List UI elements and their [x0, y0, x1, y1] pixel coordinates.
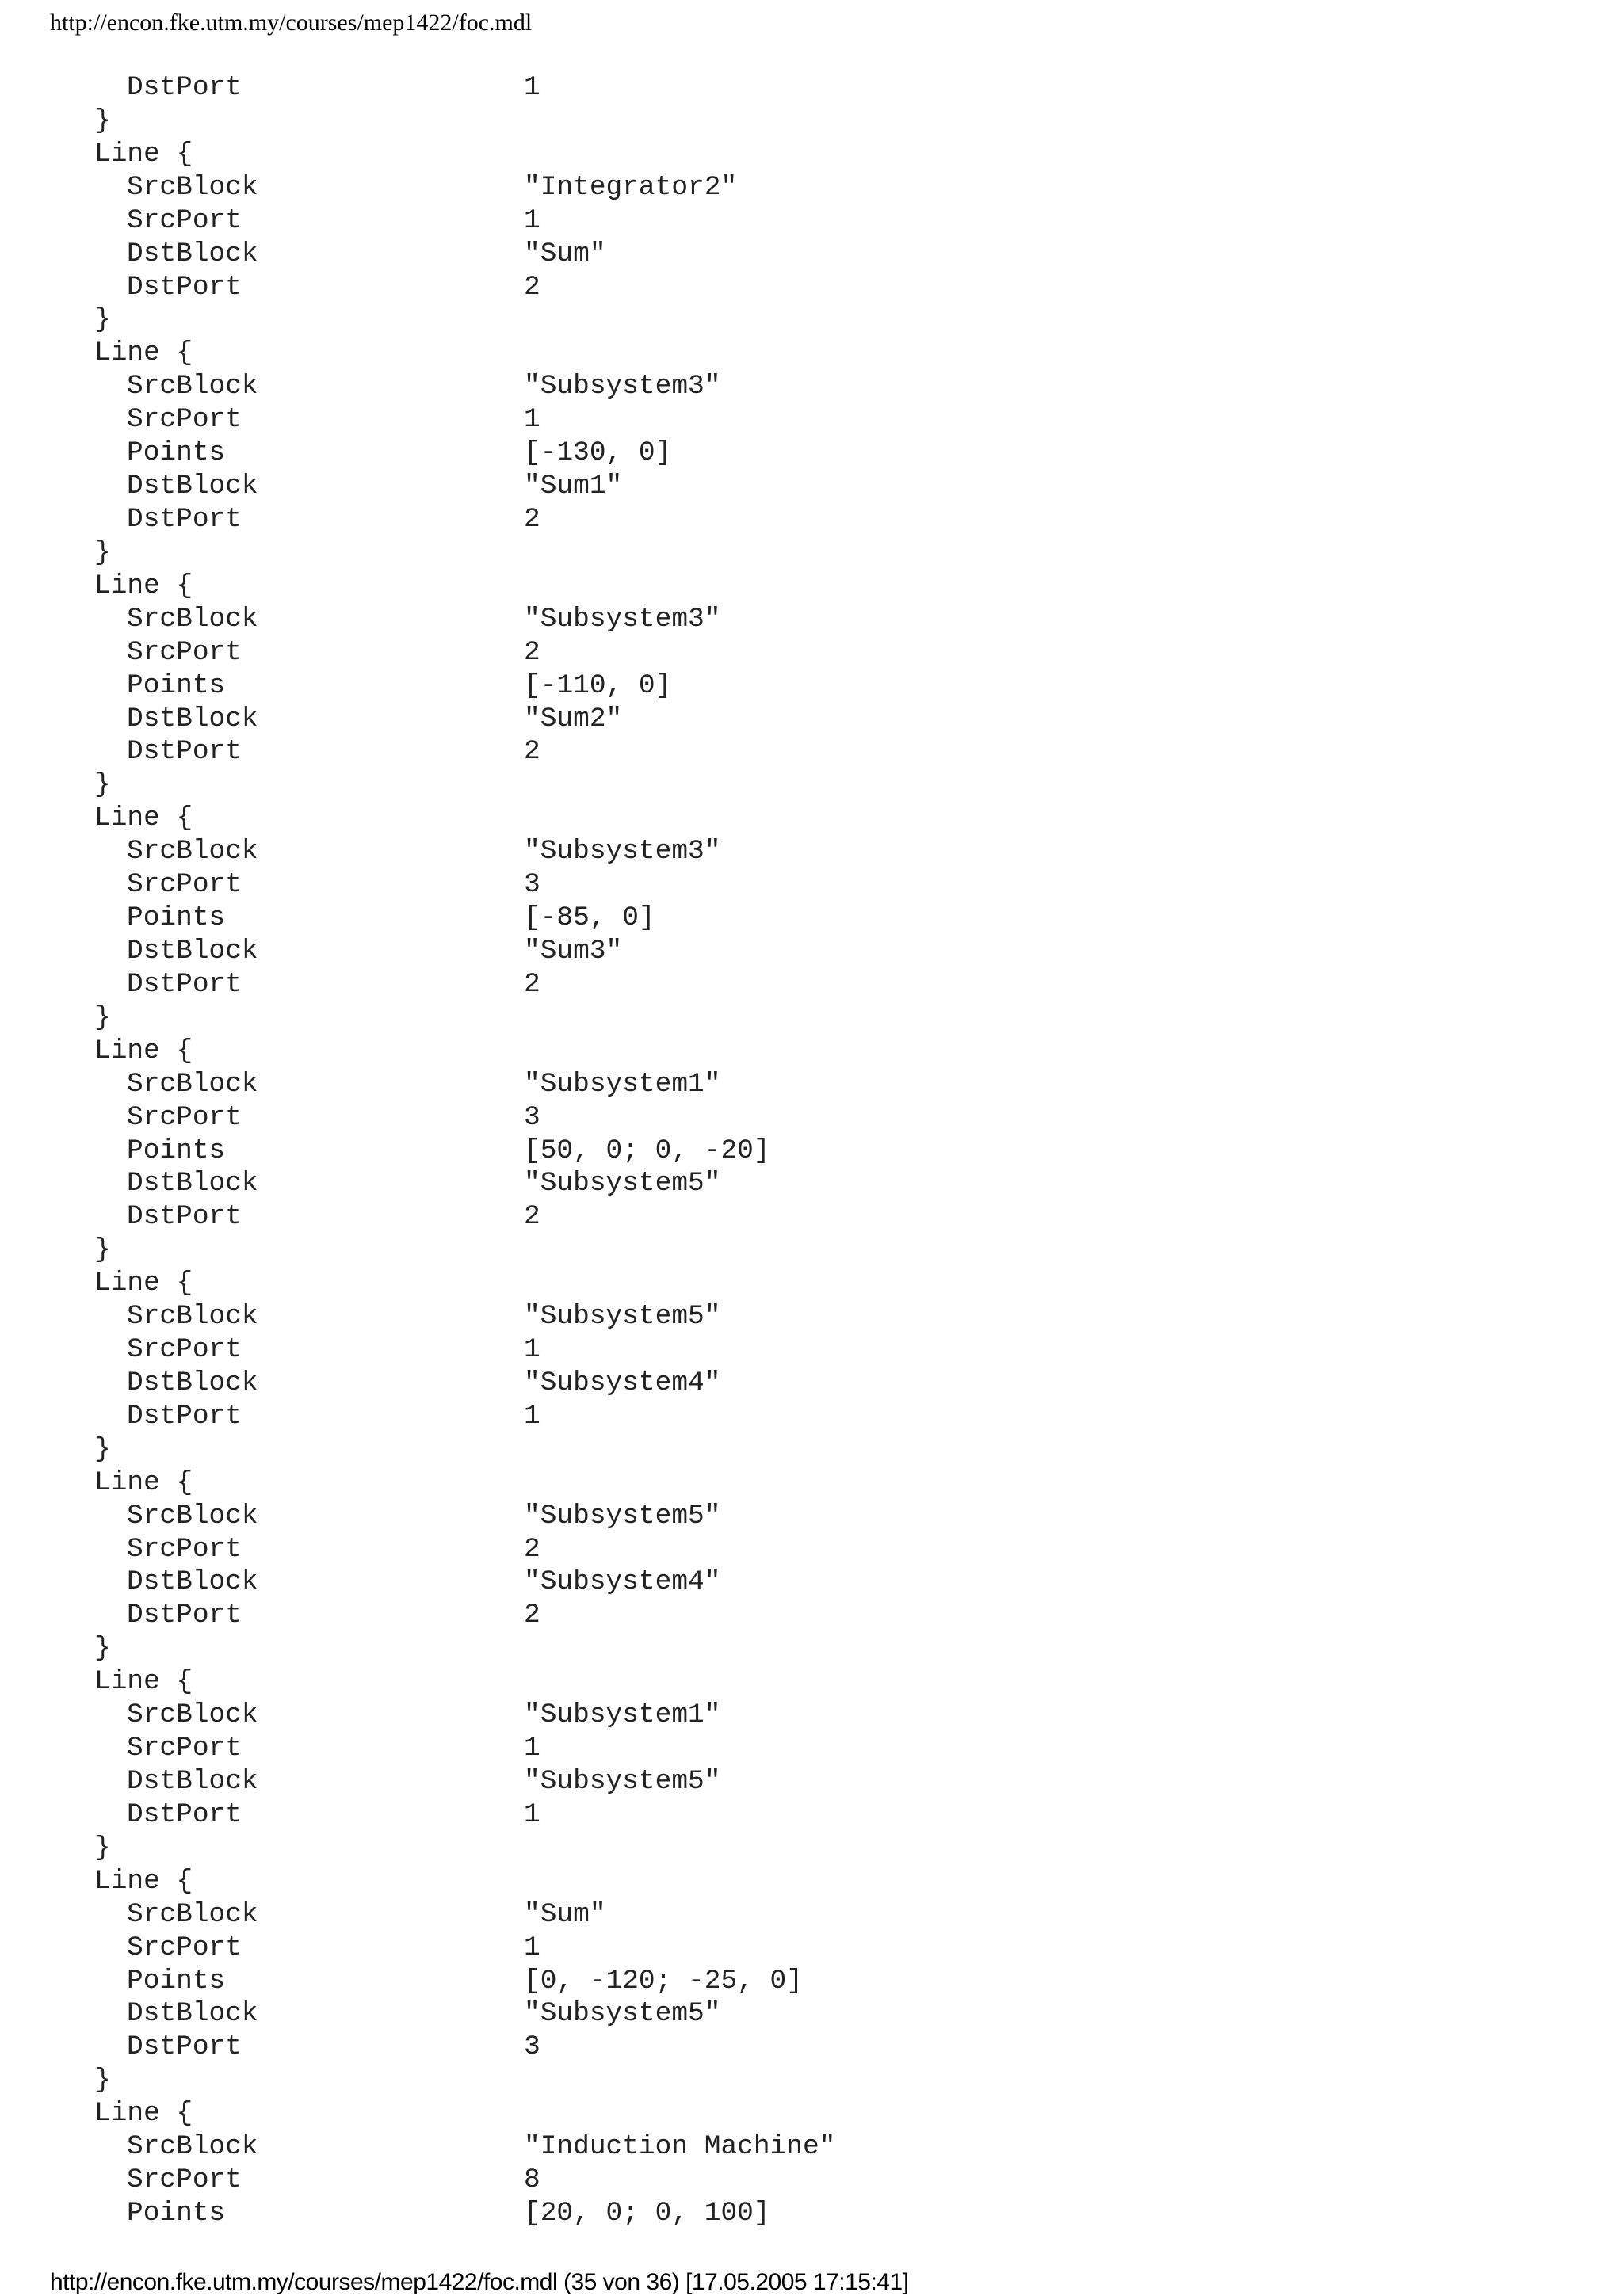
code-line: [0, 2130, 1623, 2163]
code-key: DstBlock: [127, 703, 258, 734]
code-line: [0, 204, 1623, 237]
code-line: [0, 1765, 1623, 1798]
code-value: 1: [524, 72, 540, 103]
code-key: }: [94, 1832, 111, 1863]
code-line: [0, 968, 1623, 1001]
code-line: [0, 1135, 1623, 1167]
code-key: Line {: [94, 1466, 193, 1498]
code-key: Line {: [94, 803, 193, 834]
code-key: SrcPort: [127, 1733, 242, 1764]
code-line: [0, 2164, 1623, 2196]
code-line: [0, 935, 1623, 967]
code-key: DstBlock: [127, 1168, 258, 1199]
code-line: [0, 403, 1623, 436]
code-key: Line {: [94, 138, 193, 170]
code-key: Points: [127, 902, 226, 934]
code-key: SrcPort: [127, 636, 242, 668]
code-line: [0, 735, 1623, 768]
code-key: SrcPort: [127, 1101, 242, 1133]
code-line: [0, 2097, 1623, 2130]
code-key: DstBlock: [127, 1766, 258, 1798]
code-key: DstPort: [127, 72, 242, 103]
code-value: 1: [524, 1798, 540, 1830]
code-value: 3: [524, 1101, 540, 1133]
code-value: "Sum2": [524, 703, 623, 734]
code-line: [0, 1400, 1623, 1432]
code-line: [0, 1035, 1623, 1067]
code-key: SrcBlock: [127, 171, 258, 203]
code-line: [0, 636, 1623, 669]
code-line: [0, 1167, 1623, 1199]
code-key: }: [94, 304, 111, 336]
code-line: [0, 1665, 1623, 1698]
code-line: [0, 470, 1623, 502]
code-value: "Sum": [524, 238, 606, 269]
code-key: SrcPort: [127, 1932, 242, 1963]
code-line: [0, 1699, 1623, 1731]
code-line: [0, 1965, 1623, 1997]
code-value: "Subsystem1": [524, 1068, 721, 1100]
code-key: Points: [127, 1965, 226, 1997]
code-line: [0, 868, 1623, 901]
code-key: Points: [127, 2198, 226, 2229]
code-value: "Sum3": [524, 935, 623, 967]
code-value: "Subsystem5": [524, 1301, 721, 1333]
code-key: DstPort: [127, 736, 242, 768]
code-line: [0, 1500, 1623, 1532]
code-key: SrcPort: [127, 404, 242, 436]
code-key: DstPort: [127, 1400, 242, 1432]
code-key: }: [94, 1001, 111, 1033]
code-key: Line {: [94, 1666, 193, 1698]
code-line: [0, 238, 1623, 270]
code-line: [0, 570, 1623, 602]
code-line: [0, 1433, 1623, 1466]
code-value: [0, -120; -25, 0]: [524, 1965, 803, 1997]
code-key: Points: [127, 437, 226, 469]
code-value: "Subsystem5": [524, 1168, 721, 1199]
code-key: SrcBlock: [127, 2131, 258, 2163]
code-key: Points: [127, 1135, 226, 1166]
code-key: SrcBlock: [127, 603, 258, 635]
code-value: "Sum": [524, 1898, 606, 1930]
code-value: 1: [524, 204, 540, 236]
code-line: [0, 1832, 1623, 1864]
code-key: SrcBlock: [127, 1898, 258, 1930]
code-value: 2: [524, 736, 540, 768]
code-value: "Subsystem5": [524, 1766, 721, 1798]
code-line: [0, 1566, 1623, 1598]
page-header-url: http://encon.fke.utm.my/courses/mep1422/foc.mdl: [50, 10, 533, 36]
code-key: }: [94, 769, 111, 801]
code-line: [0, 902, 1623, 934]
code-line: [0, 1234, 1623, 1266]
code-value: "Subsystem3": [524, 603, 721, 635]
code-line: [0, 1997, 1623, 2030]
page-footer: http://encon.fke.utm.my/courses/mep1422/foc.mdl (35 von 36) [17.05.2005 17:15:41]: [50, 2269, 909, 2295]
code-value: [-110, 0]: [524, 669, 672, 701]
code-line: [0, 1001, 1623, 1034]
code-line: [0, 1732, 1623, 1764]
code-value: 8: [524, 2164, 540, 2196]
code-key: SrcBlock: [127, 1699, 258, 1731]
code-value: 2: [524, 636, 540, 668]
code-line: [0, 303, 1623, 336]
code-key: SrcBlock: [127, 1068, 258, 1100]
code-key: DstPort: [127, 2031, 242, 2063]
code-line: [0, 1333, 1623, 1366]
code-key: DstBlock: [127, 935, 258, 967]
code-key: SrcBlock: [127, 1301, 258, 1333]
code-key: SrcPort: [127, 1533, 242, 1565]
code-value: "Subsystem5": [524, 1500, 721, 1531]
code-line: [0, 1300, 1623, 1333]
code-line: [0, 503, 1623, 536]
code-key: SrcPort: [127, 869, 242, 901]
code-key: SrcPort: [127, 204, 242, 236]
code-line: [0, 1267, 1623, 1299]
code-value: 1: [524, 1932, 540, 1963]
code-key: }: [94, 536, 111, 568]
code-value: "Subsystem4": [524, 1566, 721, 1598]
code-value: "Sum1": [524, 471, 623, 502]
code-value: 2: [524, 503, 540, 535]
code-key: SrcBlock: [127, 371, 258, 402]
code-value: "Subsystem5": [524, 1998, 721, 2030]
code-line: [0, 603, 1623, 635]
code-value: "Subsystem3": [524, 371, 721, 402]
code-key: DstBlock: [127, 238, 258, 269]
code-key: DstPort: [127, 968, 242, 1000]
code-key: SrcBlock: [127, 836, 258, 868]
code-key: DstPort: [127, 1201, 242, 1233]
code-key: Line {: [94, 1865, 193, 1897]
code-value: 1: [524, 1400, 540, 1432]
code-key: DstBlock: [127, 1998, 258, 2030]
code-key: Line {: [94, 570, 193, 601]
code-value: 2: [524, 271, 540, 303]
code-line: [0, 2197, 1623, 2229]
code-value: 1: [524, 1733, 540, 1764]
code-line: [0, 1865, 1623, 1897]
code-value: [-85, 0]: [524, 902, 655, 934]
code-key: }: [94, 1234, 111, 1266]
code-key: DstBlock: [127, 1566, 258, 1598]
code-line: [0, 337, 1623, 369]
code-line: [0, 703, 1623, 735]
code-value: 3: [524, 2031, 540, 2063]
code-line: [0, 2064, 1623, 2096]
code-line: [0, 669, 1623, 702]
code-line: [0, 1533, 1623, 1566]
code-key: SrcPort: [127, 1334, 242, 1366]
code-line: [0, 271, 1623, 303]
code-line: [0, 1932, 1623, 1964]
code-value: [50, 0; 0, -20]: [524, 1135, 770, 1166]
code-line: [0, 802, 1623, 834]
code-value: [-130, 0]: [524, 437, 672, 469]
code-key: DstBlock: [127, 471, 258, 502]
code-key: DstBlock: [127, 1367, 258, 1398]
code-value: "Integrator2": [524, 171, 738, 203]
code-line: [0, 835, 1623, 868]
code-line: [0, 1898, 1623, 1931]
code-key: DstPort: [127, 1600, 242, 1631]
code-value: 1: [524, 1334, 540, 1366]
code-key: Line {: [94, 1035, 193, 1066]
code-value: 2: [524, 1600, 540, 1631]
code-value: "Subsystem1": [524, 1699, 721, 1731]
code-line: [0, 1101, 1623, 1134]
code-key: Line {: [94, 2098, 193, 2130]
code-value: [20, 0; 0, 100]: [524, 2198, 770, 2229]
code-key: Line {: [94, 338, 193, 369]
code-key: }: [94, 1633, 111, 1665]
code-key: Line {: [94, 1268, 193, 1299]
code-key: DstPort: [127, 271, 242, 303]
code-line: [0, 536, 1623, 569]
code-value: 2: [524, 968, 540, 1000]
code-line: [0, 1599, 1623, 1631]
code-value: 1: [524, 404, 540, 436]
code-line: [0, 1466, 1623, 1499]
code-key: }: [94, 2065, 111, 2096]
code-value: "Subsystem3": [524, 836, 721, 868]
code-line: [0, 1632, 1623, 1665]
code-value: 3: [524, 869, 540, 901]
code-line: [0, 71, 1623, 104]
code-value: 2: [524, 1201, 540, 1233]
code-key: Points: [127, 669, 226, 701]
code-key: SrcPort: [127, 2164, 242, 2196]
code-line: [0, 1200, 1623, 1233]
code-key: DstPort: [127, 503, 242, 535]
code-key: }: [94, 105, 111, 136]
code-value: "Subsystem4": [524, 1367, 721, 1398]
code-line: [0, 1367, 1623, 1399]
code-line: [0, 171, 1623, 204]
code-key: }: [94, 1433, 111, 1465]
code-line: [0, 105, 1623, 137]
code-value: 2: [524, 1533, 540, 1565]
code-line: [0, 2031, 1623, 2063]
code-line: [0, 769, 1623, 801]
code-key: SrcBlock: [127, 1500, 258, 1531]
code-line: [0, 138, 1623, 170]
code-value: "Induction Machine": [524, 2131, 836, 2163]
code-key: DstPort: [127, 1798, 242, 1830]
code-line: [0, 1798, 1623, 1831]
code-line: [0, 437, 1623, 469]
code-line: [0, 1068, 1623, 1100]
code-line: [0, 370, 1623, 402]
